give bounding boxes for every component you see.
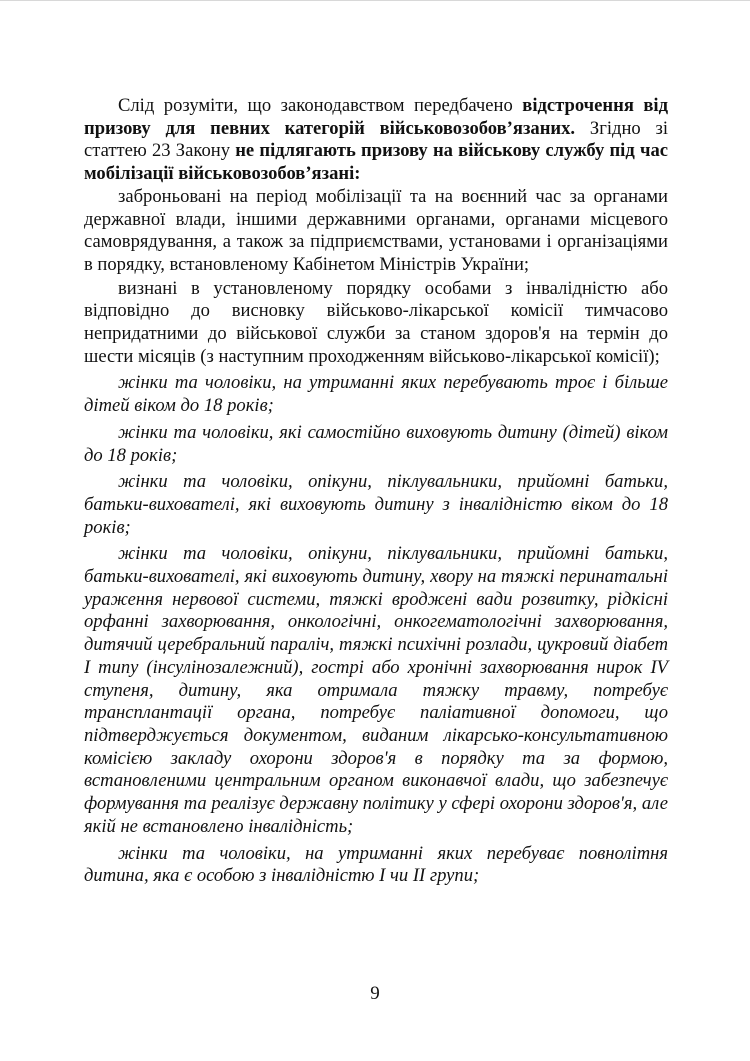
intro-text-2: Згідно зі статтею 23 Закону (84, 117, 668, 162)
list-item-adult-disabled-child: жінки та чоловіки, на утриманні яких перебуває повнолітня дитина, яка є особою з інвалідністю І чи ІІ групи; (84, 842, 668, 887)
page-body (84, 95, 668, 890)
list-item-reserved: заброньовані на період мобілізації та на воєнний час за органами державної влади, іншими державними органами, органами місцевого самоврядування, а також за підприємствами, установами і організаціями в порядку, встановленому Кабінетом Міністрів України; (84, 185, 668, 275)
list-item-three-children: жінки та чоловіки, на утриманні яких перебувають троє і більше дітей віком до 18 років; (84, 372, 668, 417)
intro-paragraph (84, 95, 668, 186)
list-item-disability-unfit: визнані в установленому порядку особами з інвалідністю або відповідно до висновку військово-лікарської комісії тимчасово непридатними до військової служби за станом здоров'я на термін до шести місяців (з наступним проходженням військово-лікарської комісії); (84, 277, 668, 367)
list-item-disabled-child: жінки та чоловіки, опікуни, піклувальники, прийомні батьки, батьки-вихователі, які виховують дитину з інвалідністю віком до 18 років; (84, 471, 668, 538)
list-item-single-parent: жінки та чоловіки, які самостійно виховують дитину (дітей) віком до 18 років; (84, 421, 668, 466)
intro-bold-2: не підлягають призову на військову службу під час мобілізації військовозобов’язані: (84, 140, 668, 185)
intro-bold-1: відстрочення від призову для певних категорій військовозобов’язаних. (84, 95, 668, 139)
page-number: 9 (370, 983, 380, 1004)
intro-text-1: Слід розуміти, що законодавством передбачено (118, 95, 523, 116)
list-item-seriously-ill-child: жінки та чоловіки, опікуни, піклувальники, прийомні батьки, батьки-вихователі, які виховують дитину, хвору на тяжкі перинатальні ураження нервової системи, тяжкі вроджені вади розвитку, рідкісні орфанні захворювання, онкологічні, онкогематологічні захворювання, дитячий церебральний параліч, тяжкі психічні розлади, цукровий діабет І типу (інсулінозалежний), гострі або хронічні захворювання нирок IV ступеня, дитину, яка отримала тяжку травму, потребує трансплантації органа, потребує паліативної допомоги, що підтверджується документом, виданим лікарсько-консультативною комісією закладу охорони здоров'я в порядку та за формою, встановленими центральним органом виконавчої влади, що забезпечує формування та реалізує державну політику у сфері охорони здоров'я, але якій не встановлено інвалідність; (84, 543, 668, 837)
